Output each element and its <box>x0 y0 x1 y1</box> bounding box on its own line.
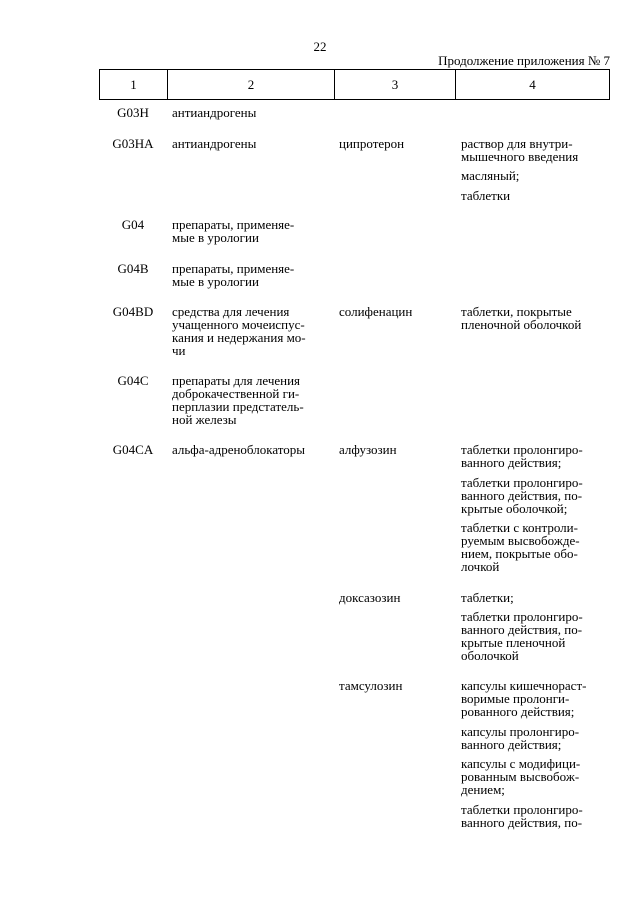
dosage-form-line: таблетки <box>461 188 511 203</box>
dosage-form-line: оболочкой <box>461 648 519 663</box>
dosage-form-line: крытые пленочной <box>461 635 566 650</box>
dosage-form-line: ванного действия; <box>461 455 562 470</box>
group-name-line: мые в урологии <box>172 230 259 245</box>
dosage-form-line: воримые пролонги- <box>461 691 570 706</box>
dosage-form-line: рованного действия; <box>461 704 575 719</box>
group-name-line: препараты, применяе- <box>172 261 295 276</box>
dosage-form-line: таблетки, покрытые <box>461 304 572 319</box>
drug-name: ципротерон <box>339 136 405 151</box>
atc-code: G04CA <box>112 442 154 457</box>
group-name-line: альфа-адреноблокаторы <box>172 442 306 457</box>
group-name-line: перплазии предстатель- <box>172 399 304 414</box>
dosage-form-line: масляный; <box>461 168 520 183</box>
atc-code: G04 <box>121 217 145 232</box>
dosage-form-line: руемым высвобожде- <box>461 533 580 548</box>
group-name-line: средства для лечения <box>172 304 290 319</box>
dosage-form-line: нием, покрытые обо- <box>461 546 578 561</box>
dosage-form-line: дением; <box>461 782 505 797</box>
dosage-form-line: мышечного введения <box>461 149 579 164</box>
column-header-1: 1 <box>100 70 168 99</box>
column-header-4: 4 <box>529 77 536 92</box>
group-name-line: мые в урологии <box>172 274 259 289</box>
column-header-2: 2 <box>168 70 335 99</box>
column-header-3: 3 <box>335 70 456 99</box>
atc-code: G03HA <box>112 136 154 151</box>
drug-name: алфузозин <box>339 442 397 457</box>
group-name-line: доброкачественной ги- <box>172 386 300 401</box>
group-name-line: ной железы <box>172 412 237 427</box>
dosage-form-line: ванного действия; <box>461 737 562 752</box>
group-name-line: чи <box>172 343 186 358</box>
dosage-form-line: пленочной оболочкой <box>461 317 582 332</box>
dosage-form-line: ванного действия, по- <box>461 815 583 830</box>
atc-code: G04BD <box>112 304 154 319</box>
drug-name: доксазозин <box>339 590 401 605</box>
appendix-continuation-label: Продолжение приложения № 7 <box>438 53 610 68</box>
group-name-line: препараты для лечения <box>172 373 301 388</box>
dosage-form-line: таблетки пролонгиро- <box>461 475 583 490</box>
page-number: 22 <box>313 39 327 54</box>
dosage-form-line: капсулы пролонгиро- <box>461 724 580 739</box>
dosage-form-line: лочкой <box>461 559 500 574</box>
group-name-line: кания и недержания мо- <box>172 330 306 345</box>
dosage-form-line: таблетки пролонгиро- <box>461 802 583 817</box>
drug-name: тамсулозин <box>339 678 403 693</box>
dosage-form-line: капсулы с модифици- <box>461 756 581 771</box>
dosage-form-line: рованным высвобож- <box>461 769 580 784</box>
dosage-form-line: таблетки пролонгиро- <box>461 609 583 624</box>
dosage-form-line: таблетки; <box>461 590 514 605</box>
dosage-form-line: крытые оболочкой; <box>461 501 568 516</box>
dosage-form-line: раствор для внутри- <box>461 136 573 151</box>
group-name-line: антиандрогены <box>172 136 257 151</box>
dosage-form-line: ванного действия, по- <box>461 622 583 637</box>
dosage-form-line: капсулы кишечнораст- <box>461 678 587 693</box>
atc-code: G03H <box>117 105 149 120</box>
atc-code: G04B <box>117 261 149 276</box>
dosage-form-line: таблетки с контроли- <box>461 520 578 535</box>
dosage-form-line: ванного действия, по- <box>461 488 583 503</box>
drug-name: солифенацин <box>339 304 413 319</box>
group-name-line: антиандрогены <box>172 105 257 120</box>
atc-code: G04C <box>117 373 149 388</box>
group-name-line: учащенного мочеиспус- <box>172 317 305 332</box>
table-header-row <box>99 69 610 100</box>
group-name-line: препараты, применяе- <box>172 217 295 232</box>
dosage-form-line: таблетки пролонгиро- <box>461 442 583 457</box>
